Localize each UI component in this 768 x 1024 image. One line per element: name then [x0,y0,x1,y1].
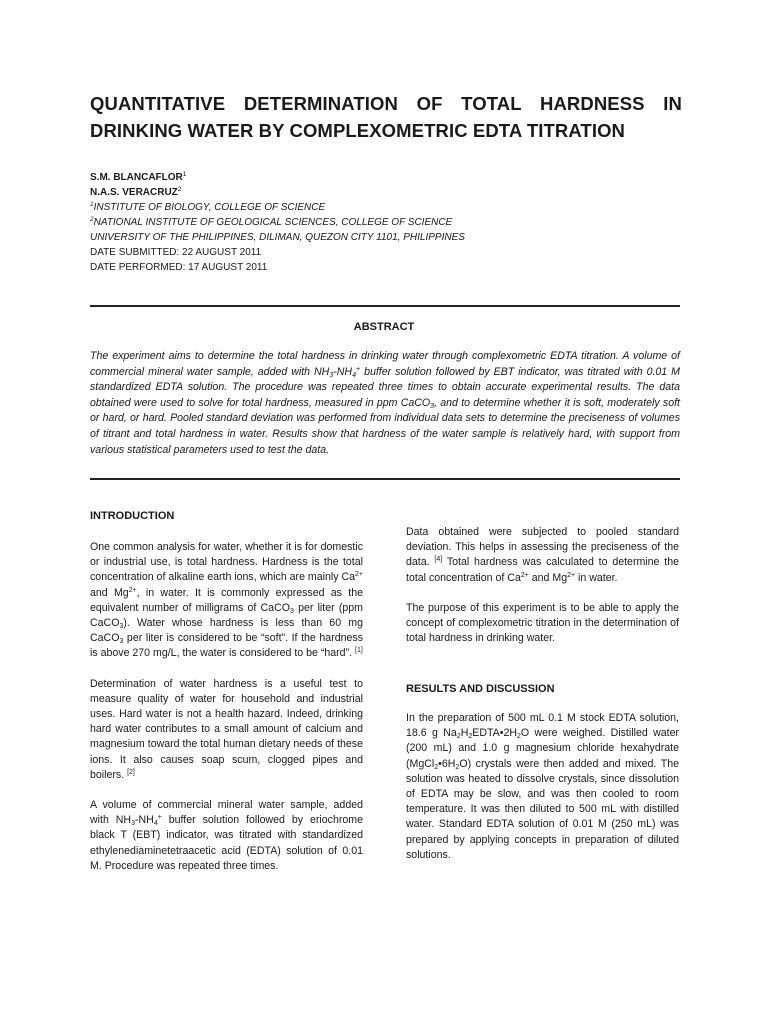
top-divider [90,305,680,307]
abstract-divider [90,478,680,480]
author-2: N.A.S. VERACRUZ [90,187,178,198]
author-block [90,170,465,275]
title-line-2: DRINKING WATER BY COMPLEXOMETRIC EDTA TITRATION [90,120,626,141]
author-2-mark: 2 [177,186,182,193]
intro-paragraph-4: Data obtained were subjected to pooled standard deviation. This helps in assessing the preciseness of the data. [4] Total hardness was calculated to determine the total concentration of $Ca^{2+}$ and $Mg^{2+}$ in water. [406,526,679,584]
results-paragraph-1: In the preparation of 500 mL 0.1 M stock EDTA solution, 18.6 g $Na_2H_2EDTA•2H_2O$ were weighed. Distilled water (200 mL) and 1.0 g magnesium chloride hexahydrate $(MgCl_2•6H_2O)$ crystals were then added and mixed. The solution was heated to dissolve crystals, since dissolution of EDTA may be slow, and was then cooled to room temperature. It was then diluted to 500 mL with distilled water. Standard EDTA solution of 0.01 M (250 mL) was prepared by applying concepts in preparation of diluted solutions. [406,712,679,861]
affiliation-2: NATIONAL INSTITUTE OF GEOLOGICAL SCIENCES, COLLEGE OF SCIENCE [93,217,453,228]
date-submitted: DATE SUBMITTED: 22 AUGUST 2011 [90,247,262,258]
citation-2: [2] [127,768,135,776]
intro-paragraph-3: A volume of commercial mineral water sample, added with $NH_3-NH_4^+$ buffer solution followed by eriochrome black T (EBT) indicator, was titrated with standardized ethylenediaminetetraacetic acid (EDTA) solution of 0.01 M. Procedure was repeated three times. [90,799,363,872]
right-column [406,525,679,661]
citation-4: [4] [434,556,443,564]
intro-paragraph-2: Determination of water hardness is a useful test to measure quality of water for household and industrial uses. Hard water is not a health hazard. Indeed, drinking hard water contributes to a small amount of calcium and magnesium toward the total human dietary needs of these ions. It also causes soap scum, clogged pipes and boilers. [2] [90,677,363,781]
introduction-heading: INTRODUCTION [90,510,175,522]
author-1: S.M. BLANCAFLOR [90,172,183,183]
left-column [90,540,363,889]
university: UNIVERSITY OF THE PHILIPPINES, DILIMAN, QUEZON CITY 1101, PHILIPPINES [90,232,465,243]
affiliation-1-mark: 1 [90,201,94,208]
title-line-1: QUANTITATIVE DETERMINATION OF TOTAL HARDNESS IN [90,93,682,114]
intro-paragraph-1: One common analysis for water, whether it is for domestic or industrial use, is total hardness. Hardness is the total concentration of alkaline earth ions, which are mainly $Ca^{2+}$ and $Mg^{2+}$, in water. It is commonly expressed as the equivalent number of milligrams of CaCO$_3$ per liter (ppm CaCO$_3$). Water whose hardness is less than 60 mg CaCO$_3$ per liter is considered to be “soft”. If the hardness is above 270 mg/L, the water is considered to be “hard”. [1] [90,541,363,660]
date-performed: DATE PERFORMED: 17 AUGUST 2011 [90,262,268,273]
affiliation-2-mark: 2 [90,216,94,223]
intro-paragraph-5: The purpose of this experiment is to be able to apply the concept of complexometric titration in the determination of total hardness in drinking water. [406,601,679,645]
affiliation-1: INSTITUTE OF BIOLOGY, COLLEGE OF SCIENCE [93,202,326,213]
paper-title [90,90,682,144]
abstract-heading: ABSTRACT [353,321,415,333]
results-column [406,711,679,878]
results-heading: RESULTS AND DISCUSSION [406,683,555,695]
author-1-mark: 1 [182,171,187,178]
abstract-text: The experiment aims to determine the total hardness in drinking water through complexometric EDTA titration. A volume of commercial mineral water sample, added with $NH_3-NH_4^+$ buffer solution followed by EBT indicator, was titrated with 0.01 M standardized EDTA solution. The procedure was repeated three times to obtain accurate experimental results. The data obtained were used to solve for total hardness, measured in ppm CaCO$_3$, and to determine whether it is soft, moderately soft or hard, or hard. Pooled standard deviation was performed from individual data sets to determine the preciseness of volumes of titrant and total hardness in water. Results show that hardness of the water sample is relatively hard, with support from various statistical parameters used to test the data. [90,350,680,456]
citation-1: [1] [355,647,363,655]
